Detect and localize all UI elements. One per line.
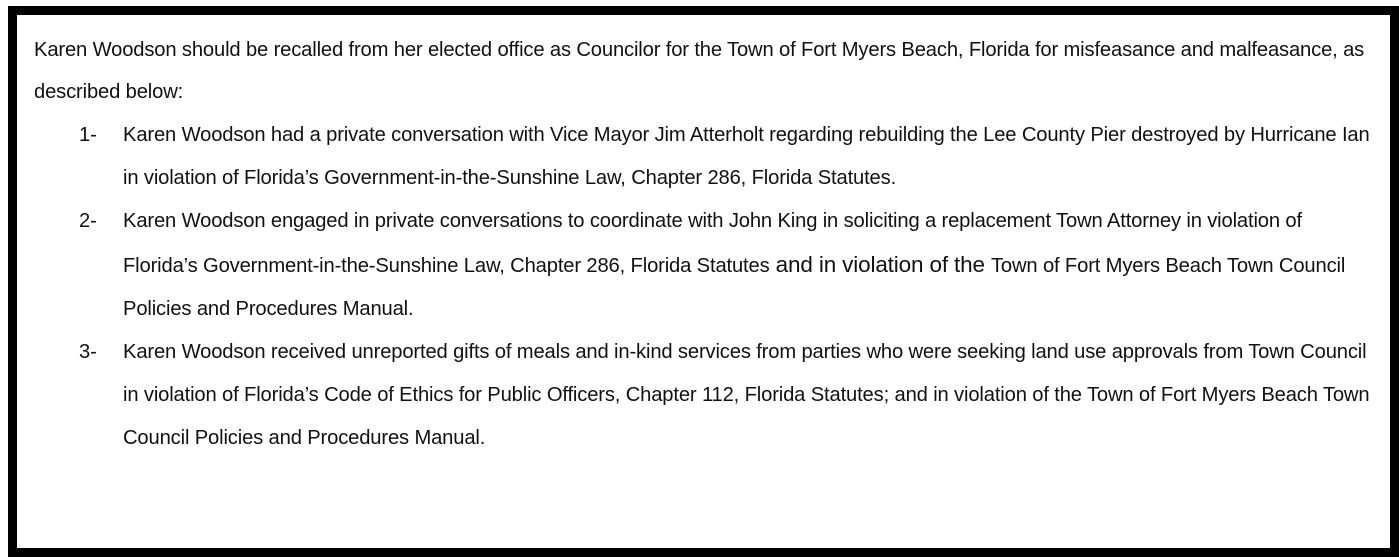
allegation-list: [17, 114, 1390, 460]
intro-paragraph: Karen Woodson should be recalled from her elected office as Councilor for the Town of Fort Myers Beach, Florida for misfeasance and malfeasance, as described below:: [34, 39, 1365, 103]
list-item-number: 1-: [79, 124, 97, 146]
document-frame: [8, 6, 1399, 557]
list-item: [17, 331, 1377, 460]
list-item-text-continued: Town of Fort Myers Beach Town Council Policies and Procedures Manual.: [123, 255, 1346, 320]
list-item-number: 2-: [79, 210, 97, 232]
list-item-number: 3-: [79, 341, 97, 363]
list-item-emphasis-text: and in violation of the: [769, 252, 991, 277]
list-item-text: Karen Woodson received unreported gifts of meals and in-kind services from parties who were seeking land use approvals from Town Council in violation of Florida’s Code of Ethics for Public Officers, Chapter 112, Florida Statutes; and in violation of the Town of Fort Myers Beach Town Council Policies and Procedures Manual.: [123, 341, 1370, 449]
list-item: [17, 200, 1377, 331]
list-item-text: Karen Woodson engaged in private conversations to coordinate with John King in soliciting a replacement Town Attorney in violation of Florida’s Government-in-the-Sunshine Law, Chapter 286, Florida Statutes: [123, 210, 1302, 277]
list-item: [17, 114, 1377, 200]
list-item-text: Karen Woodson had a private conversation with Vice Mayor Jim Atterholt regarding rebuilding the Lee County Pier destroyed by Hurricane Ian in violation of Florida’s Government-in-the-Sunshine Law, Chapter 286, Florida Statutes.: [123, 124, 1370, 189]
